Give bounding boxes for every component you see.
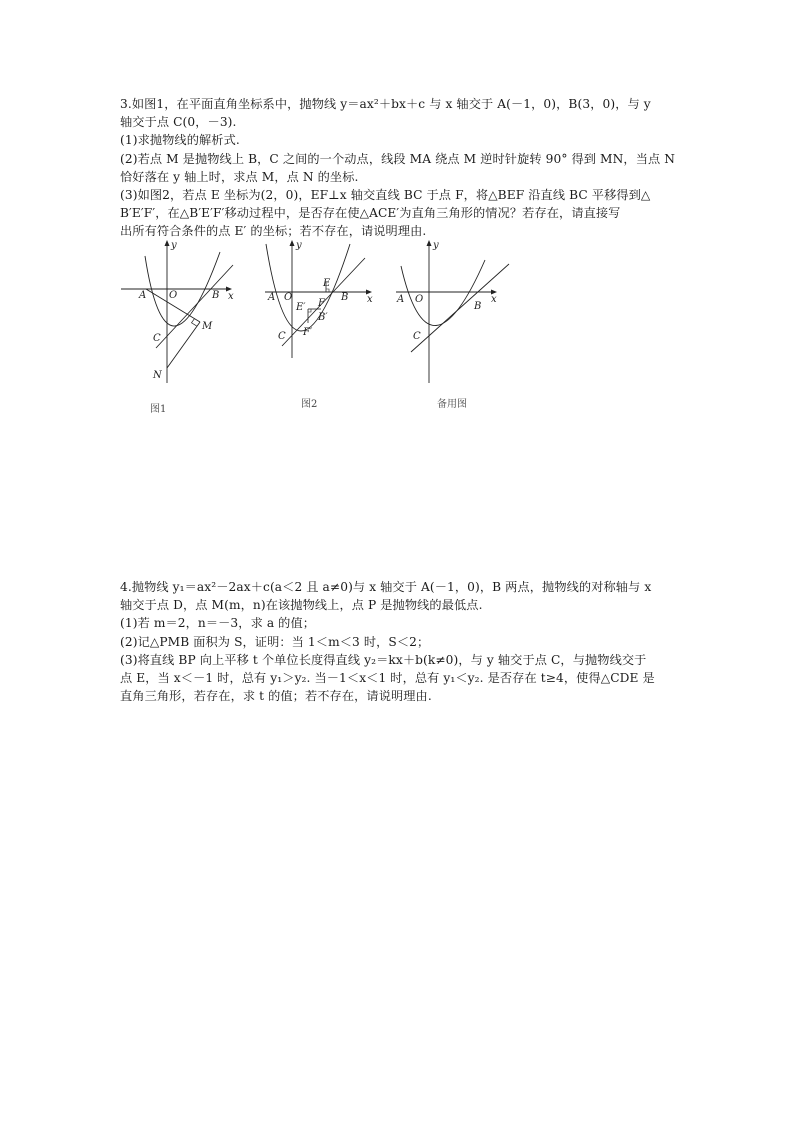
p3-line-4: (2)若点 M 是抛物线上 B，C 之间的一个动点，线段 MA 绕点 M 逆时针旋转 90° 得到 MN，当点 N <box>120 151 676 166</box>
p4-line-5: (3)将直线 BP 向上平移 t 个单位长度得直线 y₂＝kx＋b(k≠0)，与 y 轴交于点 C，与抛物线交于 <box>120 652 647 667</box>
fig1-label-M: M <box>202 321 213 332</box>
p4-line-7: 直角三角形，若存在，求 t 的值；若不存在，请说明理由. <box>120 689 432 704</box>
fig1-label-y: y <box>171 240 177 251</box>
fig3-label-C: C <box>413 331 421 342</box>
problem-4-text <box>120 578 700 705</box>
fig1-label-N: N <box>153 370 162 381</box>
p3-line-3: (1)求抛物线的解析式. <box>120 133 240 148</box>
p3-line-1: 3.如图1，在平面直角坐标系中，抛物线 y＝ax²＋bx＋c 与 x 轴交于 A(－1，0)，B(3，0)，与 y <box>120 97 651 111</box>
fig3-label-y: y <box>433 240 439 251</box>
fig3-label-B: B <box>474 301 482 312</box>
p4-line-4: (2)记△PMB 面积为 S，证明：当 1＜m＜3 时，S＜2； <box>120 634 430 649</box>
fig3-caption: 备用图 <box>437 399 467 410</box>
fig2-label-F-prime: F′ <box>303 327 313 338</box>
fig2-label-A: A <box>268 292 276 303</box>
fig2-label-y: y <box>296 240 302 251</box>
figure-1 <box>118 238 243 388</box>
fig2-label-O: O <box>284 292 293 303</box>
fig2-label-B-prime: B′ <box>318 312 328 323</box>
fig1-caption: 图1 <box>150 404 167 415</box>
fig1-label-B: B <box>212 290 220 301</box>
problem-3-text <box>120 95 700 241</box>
fig1-label-A: A <box>139 290 147 301</box>
p3-line-6: (3)如图2，若点 E 坐标为(2，0)，EF⊥x 轴交直线 BC 于点 F，将△BEF 沿直线 BC 平移得到△ <box>120 188 651 203</box>
fig2-label-C: C <box>278 331 286 342</box>
p3-line-7: B′E′F′，在△B′E′F′移动过程中，是否存在使△ACE′为直角三角形的情况？若存在，请直接写 <box>120 206 621 221</box>
p4-line-3: (1)若 m＝2，n＝－3，求 a 的值； <box>120 616 316 631</box>
p3-line-5: 恰好落在 y 轴上时，求点 M，点 N 的坐标. <box>120 169 359 184</box>
p4-line-2: 轴交于点 D，点 M(m，n)在该抛物线上，点 P 是抛物线的最低点. <box>120 598 483 613</box>
fig2-label-E-prime: E′ <box>296 302 306 313</box>
fig3-label-O: O <box>415 294 424 305</box>
fig2-label-E: E <box>323 278 331 289</box>
p4-line-1: 4.抛物线 y₁＝ax²－2ax＋c(a＜2 且 a≠0)与 x 轴交于 A(－1，0)，B 两点，抛物线的对称轴与 x <box>120 580 652 594</box>
p3-line-8: 出所有符合条件的点 E′ 的坐标；若不存在，请说明理由. <box>120 224 427 239</box>
fig3-label-x: x <box>491 294 497 305</box>
fig2-label-B: B <box>341 292 349 303</box>
figure-2 <box>262 238 382 363</box>
figure-3 <box>393 238 513 388</box>
fig1-label-C: C <box>153 333 161 344</box>
fig2-label-x: x <box>367 294 373 305</box>
fig1-label-x: x <box>228 291 234 302</box>
p4-line-6: 点 E，当 x＜－1 时，总有 y₁＞y₂. 当－1＜x＜1 时，总有 y₁＜y₂. 是否存在 t≥4，使得△CDE 是 <box>120 671 655 686</box>
p3-line-2: 轴交于点 C(0，－3). <box>120 115 237 130</box>
fig2-label-F: F <box>318 298 325 309</box>
fig1-label-O: O <box>169 290 178 301</box>
fig2-caption: 图2 <box>301 399 318 410</box>
fig3-label-A: A <box>397 294 405 305</box>
